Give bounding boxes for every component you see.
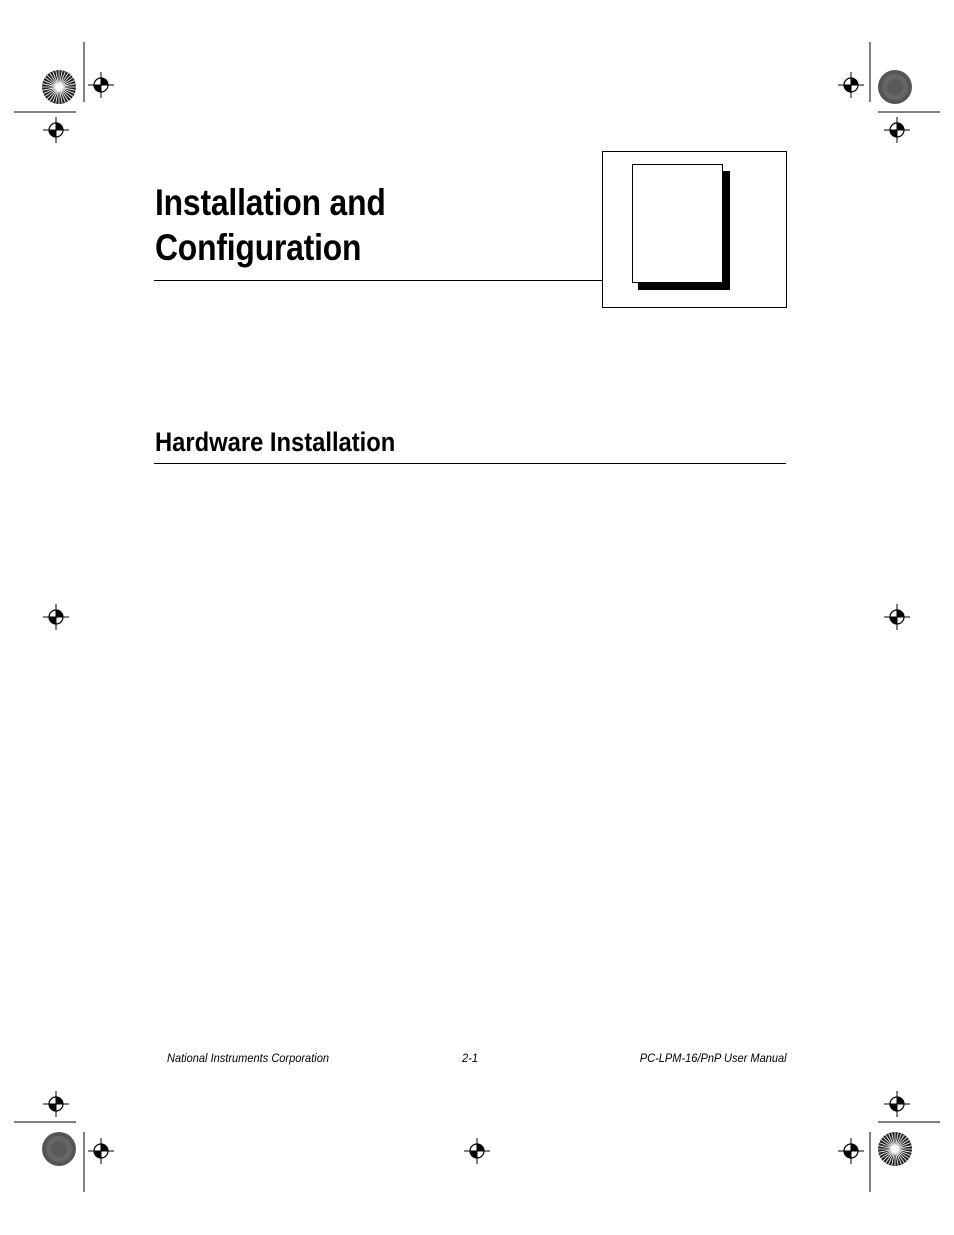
footer-manual-title: PC-LPM-16/PnP User Manual [640, 1051, 787, 1065]
gray-target-icon [42, 1132, 76, 1166]
title-rule [154, 280, 603, 281]
chapter-title [155, 180, 386, 270]
chapter-title-line-1: Installation and [155, 182, 386, 223]
registration-mark-icon [88, 1138, 114, 1164]
color-target-icon [878, 1132, 912, 1166]
section-heading: Hardware Installation [155, 427, 396, 457]
registration-mark-icon [838, 1138, 864, 1164]
gray-target-icon [878, 70, 912, 104]
registration-mark-icon [43, 117, 69, 143]
registration-mark-icon [464, 1138, 490, 1164]
footer-company: National Instruments Corporation [167, 1051, 330, 1065]
registration-mark-icon [43, 604, 69, 630]
chapter-title-line-2: Configuration [155, 227, 362, 268]
page-icon [632, 164, 723, 283]
registration-mark-icon [88, 72, 114, 98]
registration-mark-icon [838, 72, 864, 98]
color-target-icon [42, 70, 76, 104]
registration-mark-icon [43, 1091, 69, 1117]
crop-lines [14, 42, 940, 1192]
registration-mark-icon [884, 604, 910, 630]
registration-mark-icon [884, 1091, 910, 1117]
registration-mark-icon [884, 117, 910, 143]
footer-page-number: 2-1 [462, 1051, 478, 1065]
section-rule [154, 463, 786, 464]
